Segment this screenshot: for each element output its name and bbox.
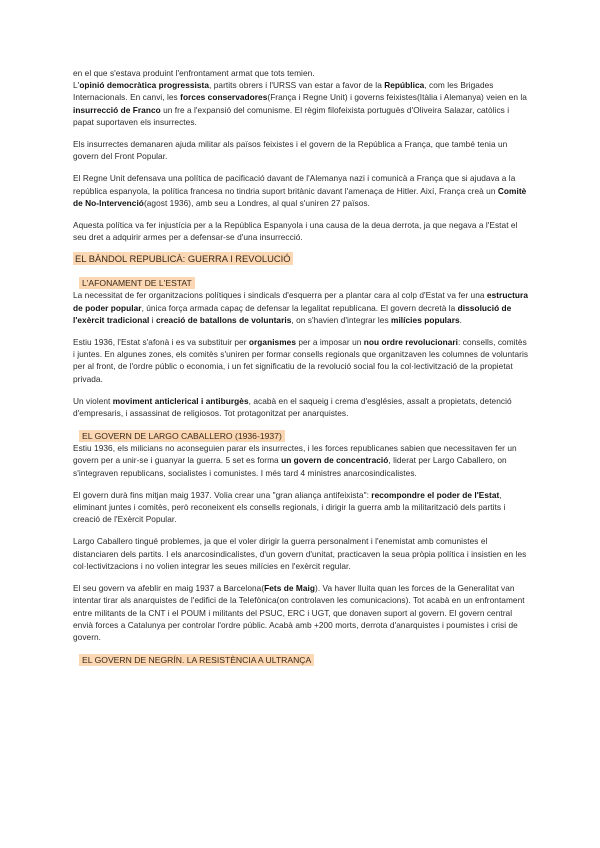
bold-term: Comitè de No-Intervenció (73, 185, 527, 208)
text-run: La necessitat de fer organitzacions polítiques i sindicals d'esquerra per a plantar cara al colp d'Estat va fer una (73, 290, 487, 301)
paragraph-largo-2 (73, 489, 530, 526)
text-line: en el que s'estava produint l'enfrontament armat que tots temien. (73, 68, 315, 78)
bold-term: un govern de concentració (281, 455, 389, 466)
paragraph-afonament (73, 289, 530, 326)
text-run: . (459, 314, 463, 325)
bold-term: dissolució de l'exèrcit tradicional (73, 302, 512, 325)
text-run: , liderat per Largo Caballero, on s'integraven republicans, socialistes i comunistes. I més tard 4 ministres anarcosindicalistes. (73, 455, 507, 478)
paragraph-violent (73, 395, 530, 419)
subheading-negrin (79, 655, 530, 665)
paragraph-largo-4 (73, 582, 530, 643)
bold-term: forces conservadores (180, 92, 268, 103)
bold-term: Fets de Maig (264, 583, 315, 594)
bold-term: opinió democràtica progressista (79, 80, 210, 91)
subheading-largo-text: EL GOVERN DE LARGO CABALLERO (1936-1937) (79, 430, 285, 442)
subheading-negrin-text: EL GOVERN DE NEGRÍN. LA RESISTÈNCIA A ULTRANÇA (79, 654, 314, 666)
paragraph-largo-3 (73, 535, 530, 572)
text-run: , partits obrers i l'URSS van estar a favor de la (209, 80, 385, 91)
text-run: (agost 1936), amb seu a Londres, al qual s'uniren 27 països. (143, 197, 370, 208)
subheading-afonament (79, 278, 530, 288)
text-run: L' (73, 80, 80, 91)
text-run: Un violent (73, 395, 113, 406)
text-run: Largo Caballero tingué problemes, ja que el voler dirigir la guerra personalment i l'enemistat amb comunistes el distanciaren dels partits. I els anarcosindicalistes, d'un govern d'unitat, practicaven la seua pròpia política i insistien en les col·lectivitzacions i no volien integrar les seues milícies en l'exèrcit regular. (73, 536, 527, 571)
text-run: , com les Brigades Internacionals. En canvi, les (73, 80, 494, 103)
subheading-afonament-text: L'AFONAMENT DE L'ESTAT (79, 277, 195, 289)
bold-term: insurrecció de Franco (73, 104, 161, 115)
paragraph-support (73, 138, 530, 162)
text-run: El Regne Unit defensava una política de pacificació davant de l'Alemanya nazi i comunicà a França que si ajudava a la república espanyola, la política francesa no tindria suport britànic davant l'amenaça de Hitler. Així, França creà un (73, 173, 516, 196)
text-run: , on s'havien d'integrar les (291, 314, 392, 325)
text-run: per a imposar un (295, 337, 364, 348)
text-run: Aquesta política va fer injustícia per a la República Espanyola i una causa de la deua derrota, ja que negava a l'Estat el seu dret a adquirir armes per a defensar-se d'una insurrecció. (73, 220, 518, 243)
paragraph-policy (73, 219, 530, 243)
text-run: Estiu 1936, els milicians no aconseguien parar els insurrectes, i les forces republicanes sabien que necessitaven fer un govern per a unir-se i guanyar la guerra. 5 set es forma (73, 443, 517, 466)
bold-term: nou ordre revolucionari (363, 337, 459, 348)
text-run: , eliminant juntes i comitès, però reconeixent els consells regionals, i dirigir la guerra amb la militarització dels partits i creació de l'Exèrcit Popular. (73, 489, 506, 525)
text-run: Els insurrectes demanaren ajuda militar als països feixistes i el govern de la República a França, que també tenia un govern del Front Popular. (73, 139, 508, 162)
text-run: (França i Regne Unit) i governs feixistes(Itàlia i Alemanya) veien en la (267, 92, 527, 103)
paragraph-largo-1 (73, 442, 530, 479)
text-run: i (149, 314, 156, 325)
paragraph-uk (73, 172, 530, 209)
bold-term: recompondre el poder de l'Estat (371, 489, 500, 500)
bold-term: organismes (248, 337, 296, 348)
text-run: : consells, comitès i juntes. En algunes zones, els comitès s'uniren per formar consells regionals que organitzaven les columnes de voluntaris per al front, de l'ordre públic o economia, i un fet significatiu de la revolució social fou la col·lectivització de la propietat privada. (73, 337, 529, 384)
text-run: Estiu 1936, l'Estat s'afonà i es va substituir per (73, 337, 249, 348)
text-run: El govern durà fins mitjan maig 1937. Volia crear una "gran aliança antifeixista": (73, 489, 372, 500)
section-heading-text: EL BÀNDOL REPUBLICÀ: GUERRA I REVOLUCIÓ (75, 253, 291, 265)
paragraph-intro (73, 67, 530, 128)
bold-term: moviment anticlerical i antiburgès (112, 395, 249, 406)
text-run: ). Va haver lluita quan les forces de la Generalitat van intentar tirar als anarquistes de l'edifici de la Telefònica(on controlaven les comunicacions). Tot acabà en un enfrontament entre militants de la CNT i el POUM i militants del PSUC, ERC i UGT, que donaven suport al govern. El govern central envià forces a Catalunya per controlar l'ordre públic. Acabà amb +200 morts, derrota d'anarquistes i poumistes i crisi de govern. (73, 583, 525, 642)
bold-term: creació de batallons de voluntaris (155, 314, 292, 325)
bold-term: milícies populars (391, 314, 460, 325)
text-run: El seu govern va afeblir en maig 1937 a Barcelona( (73, 583, 265, 594)
text-run: , única força armada capaç de defensar la legalitat republicana. El govern decretà la (141, 302, 458, 313)
subheading-largo (79, 431, 530, 441)
text-run: un fre a l'expansió del comunisme. El règim filofeixista portuguès d'Oliveira Salazar, catòlics i papat suportaven els insurrectes. (73, 104, 510, 127)
paragraph-estiu (73, 336, 530, 385)
text-run: , acabà en el saqueig i crema d'esglésies, assalt a propietats, detenció d'empresaris, i assassinat de religiosos. Tot protagonitzat per anarquistes. (73, 395, 512, 419)
bold-term: República (384, 80, 425, 91)
section-heading (73, 253, 530, 264)
bold-term: estructura de poder popular (73, 290, 528, 313)
